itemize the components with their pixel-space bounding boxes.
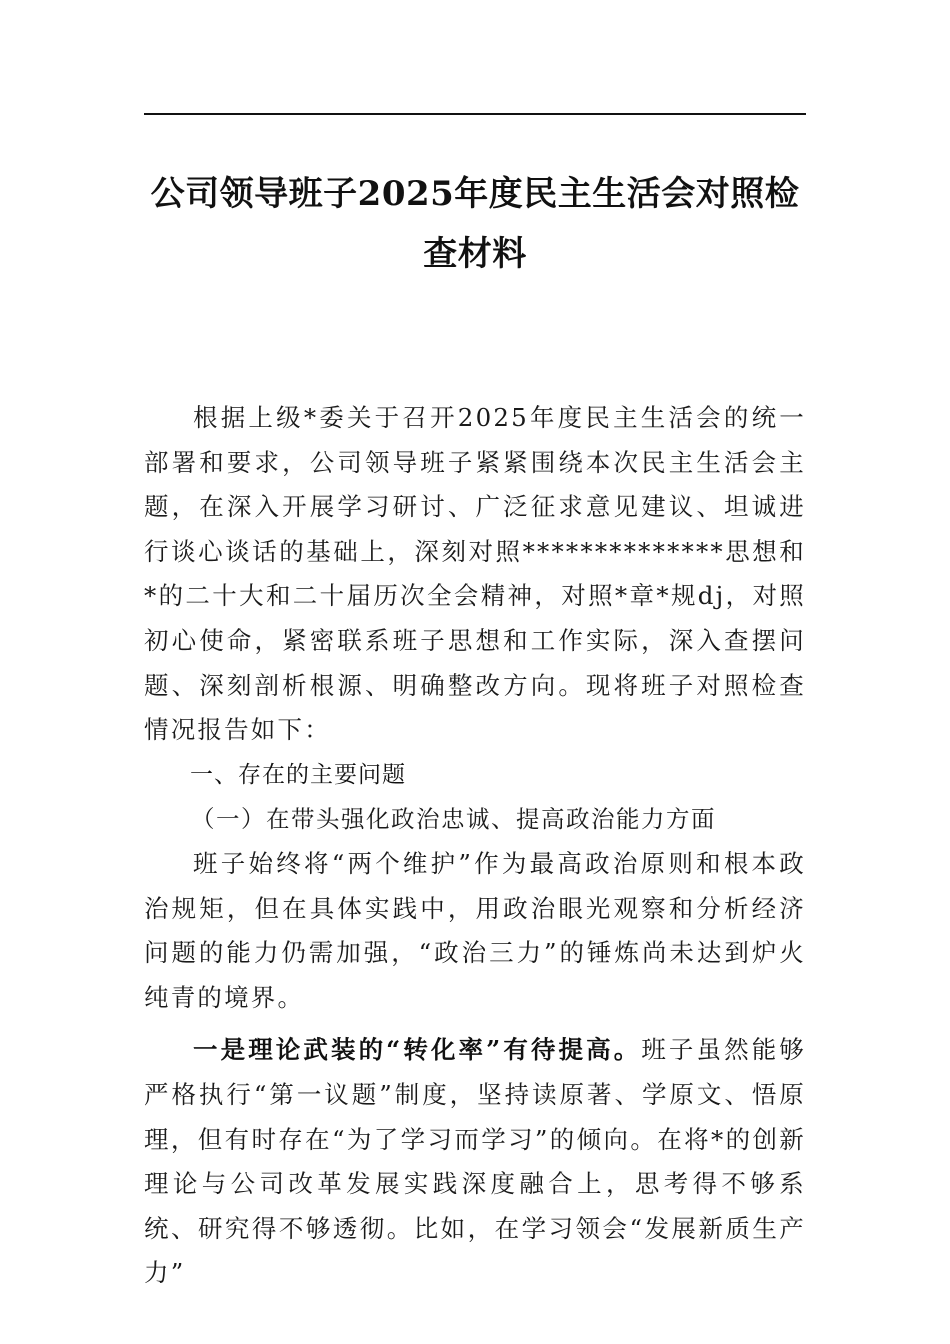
section-heading-problems: 一、存在的主要问题 (190, 761, 406, 788)
subsection-heading-political-loyalty: （一）在带头强化政治忠诚、提高政治能力方面 (191, 805, 716, 834)
document-title: 公司领导班子2025年度民主生活会对照检查材料 (150, 174, 800, 274)
header-rule (144, 113, 806, 115)
subsection-paragraph: 班子始终将“两个维护”作为最高政治原则和根本政治规矩，但在具体实践中，用政治眼光观察和分析经济问题的能力仍需加强，“政治三力”的锤炼尚未达到炉火纯青的境界。 (144, 848, 806, 1012)
point-one-paragraph (144, 1028, 806, 1296)
document-body (144, 396, 806, 1296)
point-one-lead: 一是理论武装的“转化率”有待提高。 (193, 1035, 642, 1065)
intro-paragraph: 根据上级*委关于召开2025年度民主生活会的统一部署和要求，公司领导班子紧紧围绕本次民主生活会主题，在深入开展学习研讨、广泛征求意见建议、坦诚进行谈心谈话的基础上，深刻对照**************思想和*的二十大和二十届历次全会精神，对照*章*规dj，对照初心使命，紧密联系班子思想和工作实际，深入查摆问题、深刻剖析根源、明确整改方向。现将班子对照检查情况报告如下： (144, 403, 806, 745)
point-one-text: 班子虽然能够严格执行“第一议题”制度，坚持读原著、学原文、悟原理，但有时存在“为了学习而学习”的倾向。在将*的创新理论与公司改革发展实践深度融合上，思考得不够系统、研究得不够透彻。比如，在学习领会“发展新质生产力” (144, 1035, 806, 1288)
